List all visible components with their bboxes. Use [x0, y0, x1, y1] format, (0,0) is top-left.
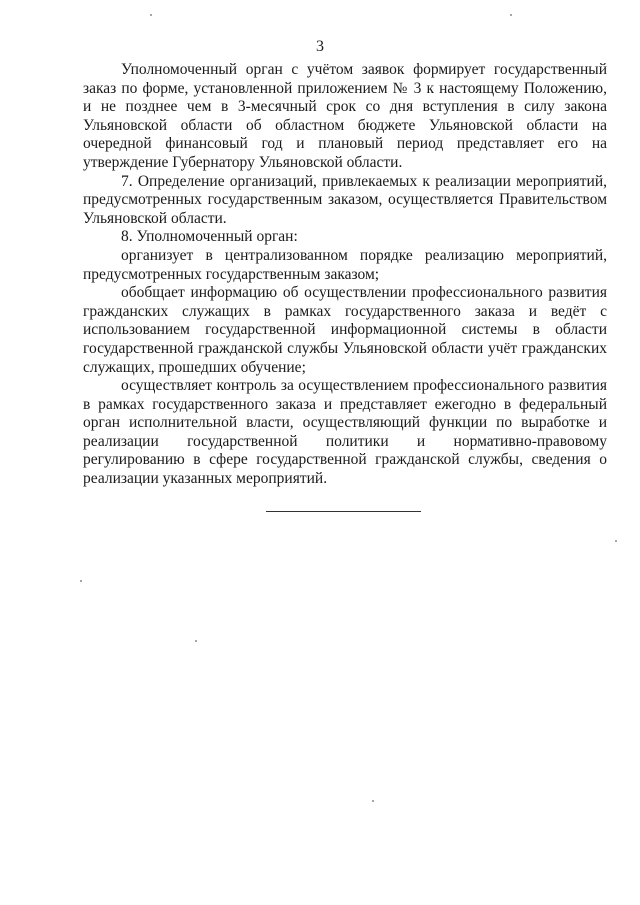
paragraph-summarizes: обобщает информацию об осуществлении профессионального развития гражданских служащих в рамках государственного заказа и ведёт с использованием государственной информационной системы в области государственной гражданской службы Ульяновской области учёт гражданских служащих, прошедших обучение; [83, 284, 607, 376]
paragraph-organizes: организует в централизованном порядке реализацию мероприятий, предусмотренных государственным заказом; [83, 246, 607, 283]
page-number: 3 [316, 38, 324, 55]
paragraph-controls: осуществляет контроль за осуществлением профессионального развития в рамках государственного заказа и представляет ежегодно в федеральный орган исполнительной власти, осуществляющий функции по выработке и реализации государственной политики и нормативно-правовому регулированию в сфере государственной гражданской службы, сведения о реализации указанных мероприятий. [83, 377, 607, 488]
paragraph-7-organizations: 7. Определение организаций, привлекаемых к реализации мероприятий, предусмотренных государственным заказом, осуществляется Правительством Ульяновской области. [83, 172, 607, 227]
scan-speck [150, 14, 152, 16]
scan-speck [195, 640, 197, 642]
scan-speck [80, 580, 82, 582]
scan-speck [510, 14, 512, 16]
paragraph-order-formation: Уполномоченный орган с учётом заявок формирует государственный заказ по форме, установленной приложением № 3 к настоящему Положению, и не позднее чем в 3-месячный срок со дня вступления в силу закона Ульяновской области об областном бюджете Ульяновской области на очередной финансовый год и плановый период представляет его на утверждение Губернатору Ульяновской области. [83, 61, 607, 171]
paragraph-8-authorized-body: 8. Уполномоченный орган: [121, 228, 298, 246]
document-body [83, 61, 607, 489]
scan-speck [372, 800, 374, 802]
scan-speck [615, 540, 617, 542]
end-separator-line [266, 511, 421, 512]
